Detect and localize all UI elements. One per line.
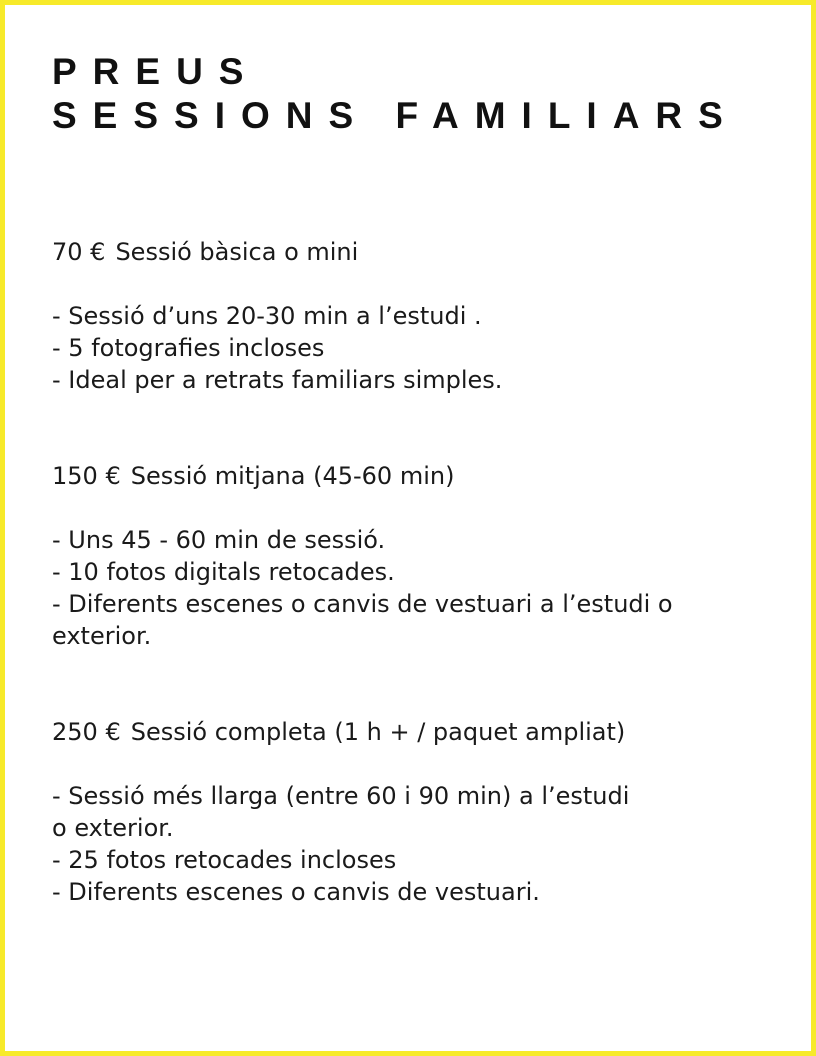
feature-item: - 10 fotos digitals retocades. <box>52 558 395 586</box>
feature-item: - Sessió d’uns 20-30 min a l’estudi . <box>52 302 482 330</box>
package-heading <box>52 236 502 268</box>
package-heading <box>52 716 629 748</box>
feature-item: - Diferents escenes o canvis de vestuari. <box>52 878 540 906</box>
package-name: Sessió mitjana (45-60 min) <box>130 462 455 490</box>
package-medium <box>52 460 673 652</box>
package-features <box>52 300 502 396</box>
package-features <box>52 524 673 652</box>
package-price: 250 € <box>52 718 121 746</box>
package-name: Sessió bàsica o mini <box>115 238 359 266</box>
title-line-2: SESSIONS FAMILIARS <box>52 95 739 136</box>
feature-item: o exterior. <box>52 814 174 842</box>
package-heading <box>52 460 673 492</box>
page-title <box>52 50 739 138</box>
feature-item: - Sessió més llarga (entre 60 i 90 min) a l’estudi <box>52 782 630 810</box>
feature-item: - 25 fotos retocades incloses <box>52 846 397 874</box>
package-features <box>52 780 629 908</box>
feature-item: - Uns 45 - 60 min de sessió. <box>52 526 386 554</box>
package-basic <box>52 236 502 396</box>
package-name: Sessió completa (1 h + / paquet ampliat) <box>130 718 626 746</box>
package-price: 70 € <box>52 238 106 266</box>
title-line-1: PREUS <box>52 51 260 92</box>
package-price: 150 € <box>52 462 121 490</box>
feature-item: - 5 fotografies incloses <box>52 334 325 362</box>
feature-item: - Ideal per a retrats familiars simples. <box>52 366 503 394</box>
feature-item: exterior. <box>52 622 152 650</box>
package-complete <box>52 716 629 908</box>
feature-item: - Diferents escenes o canvis de vestuari a l’estudi o <box>52 590 673 618</box>
